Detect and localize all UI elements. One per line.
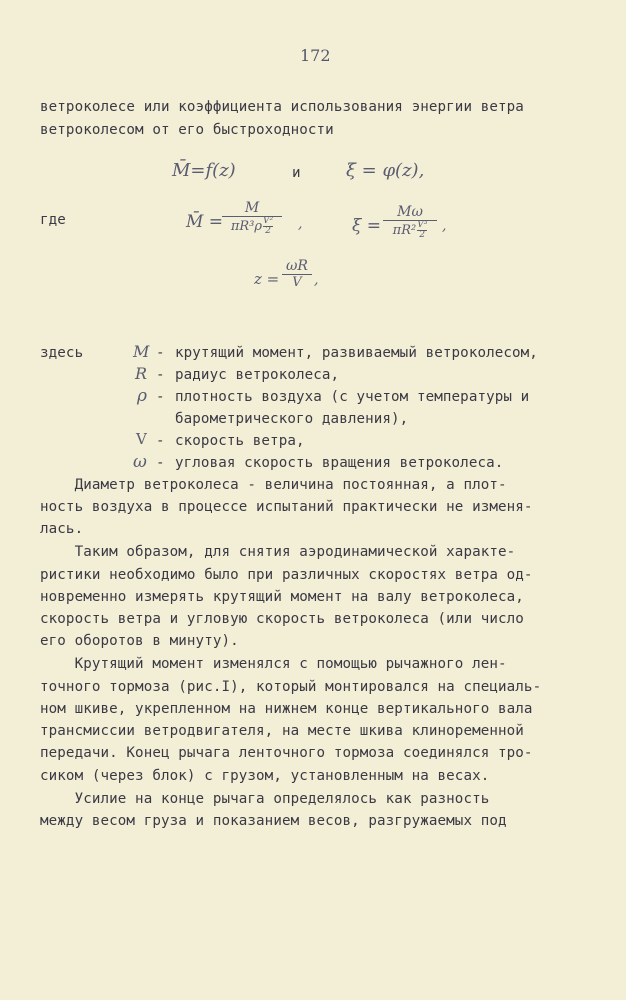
formula-z-lhs: z = (254, 270, 280, 288)
def-symbol: V (136, 430, 147, 448)
formula-mbar-den-main: πR³ρ (230, 219, 263, 234)
def-text: угловая скорость вращения ветроколеса. (175, 455, 504, 471)
body-line: ном шкиве, укрепленном на нижнем конце вертикального вала (40, 701, 533, 717)
formula-xi-of-z: ξ = φ(z), (346, 160, 425, 181)
mini-fraction (263, 217, 273, 236)
where-label: где (40, 212, 66, 228)
formula-z-denominator: V (292, 275, 302, 290)
body-line: ристики необходимо было при различных скоростях ветра од- (40, 567, 533, 583)
def-dash: - (156, 389, 165, 405)
def-symbol: M (133, 342, 150, 361)
def-text: крутящий момент, развиваемый ветроколесом, (175, 345, 538, 361)
body-line: между весом груза и показанием весов, разгружаемых под (40, 813, 507, 829)
body-line: Диаметр ветроколеса - величина постоянная, а плот- (40, 477, 507, 493)
def-text: плотность воздуха (с учетом температуры и (175, 389, 530, 405)
formula-xi-sep: , (442, 218, 447, 234)
body-line: Крутящий момент изменялся с помощью рычажного лен- (40, 656, 507, 672)
def-symbol: ρ (137, 386, 147, 406)
here-label: здесь (40, 345, 84, 361)
formula-xi-fraction (383, 204, 437, 240)
formula-z-fraction (282, 258, 312, 291)
formula-mbar-sep: , (298, 216, 303, 232)
body-line: трансмиссии ветродвигателя, на месте шкива клиноременной (40, 723, 524, 739)
formula-m-of-z: M̄=f(z) (172, 160, 236, 181)
mini-num: V³ (417, 220, 428, 230)
page-number: 172 (300, 46, 331, 65)
body-line: сиком (через блок) с грузом, установленным на весах. (40, 768, 490, 784)
formula-mbar-denominator (231, 217, 273, 236)
mini-den: 2 (265, 226, 271, 236)
def-dash: - (156, 433, 165, 449)
formula-xi-denominator (393, 221, 428, 240)
intro-line: ветроколесе или коэффициента использования энергии ветра (40, 99, 524, 115)
def-text: барометрического давления), (175, 411, 409, 427)
body-line: ность воздуха в процессе испытаний практически не изменя- (40, 499, 533, 515)
body-line: лась. (40, 521, 84, 537)
def-dash: - (156, 455, 165, 471)
formula-mbar-lhs: M̄ = (186, 212, 224, 232)
formula-z-numerator: ωR (286, 258, 308, 274)
def-dash: - (156, 345, 165, 361)
def-symbol: ω (133, 452, 147, 472)
formula-mbar-numerator: M (244, 200, 260, 216)
body-line: Усилие на конце рычага определялось как разность (40, 791, 490, 807)
body-line: передачи. Конец рычага ленточного тормоза соединялся тро- (40, 745, 533, 761)
formula-conjunction: и (292, 165, 301, 181)
mini-fraction (417, 221, 427, 240)
def-dash: - (156, 367, 165, 383)
body-line: скорость ветра и угловую скорость ветроколеса (или число (40, 611, 524, 627)
formula-xi-den-main: πR² (392, 223, 417, 238)
def-symbol: R (135, 364, 148, 383)
formula-z-sep: , (314, 272, 319, 288)
body-line: его оборотов в минуту). (40, 633, 239, 649)
formula-xi-numerator: Mω (397, 204, 423, 220)
body-line: Таким образом, для снятия аэродинамической характе- (40, 544, 516, 560)
def-text: радиус ветроколеса, (175, 367, 340, 383)
body-line: новременно измерять крутящий момент на валу ветроколеса, (40, 589, 524, 605)
def-text: скорость ветра, (175, 433, 305, 449)
formula-mbar-fraction (222, 200, 282, 236)
intro-line: ветроколесом от его быстроходности (40, 122, 334, 138)
mini-num: V² (263, 216, 274, 226)
mini-den: 2 (419, 230, 426, 240)
body-line: точного тормоза (рис.I), который монтировался на специаль- (40, 679, 542, 695)
formula-xi-lhs: ξ = (352, 216, 382, 236)
